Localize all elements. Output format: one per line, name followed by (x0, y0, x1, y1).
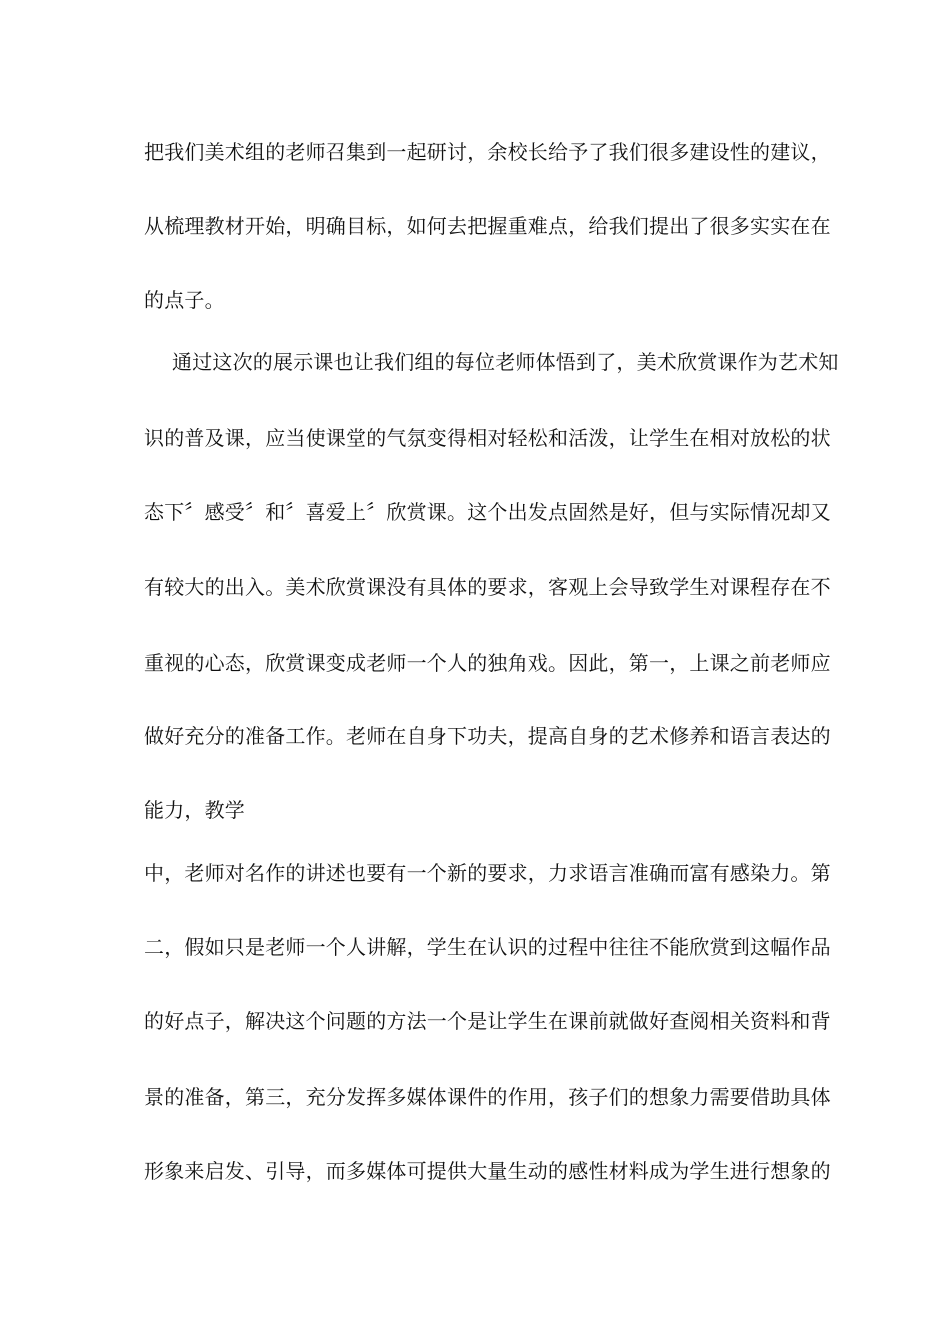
text-line: 从梳理教材开始，明确目标，如何去把握重难点，给我们提出了很多实实在在 (144, 214, 831, 238)
text-line: 做好充分的准备工作。老师在自身下功夫，提高自身的艺术修养和语言表达的 (144, 724, 831, 748)
text-line: 能力，教学 (144, 798, 245, 822)
text-line: 中，老师对名作的讲述也要有一个新的要求，力求语言准确而富有感染力。第 (144, 861, 831, 885)
text-line: 把我们美术组的老师召集到一起研讨，余校长给予了我们很多建设性的建议， (144, 140, 831, 164)
paragraph-first-line: 通过这次的展示课也让我们组的每位老师体悟到了，美术欣赏课作为艺术知 (172, 350, 839, 374)
text-line: 态下〞感受〞和〞喜爱上〞欣赏课。这个出发点固然是好，但与实际情况却又 (144, 500, 831, 524)
text-line: 识的普及课，应当使课堂的气氛变得相对轻松和活泼，让学生在相对放松的状 (144, 426, 831, 450)
text-line: 景的准备，第三，充分发挥多媒体课件的作用，孩子们的想象力需要借助具体 (144, 1085, 831, 1109)
text-line: 有较大的出入。美术欣赏课没有具体的要求，客观上会导致学生对课程存在不 (144, 575, 831, 599)
text-line: 重视的心态，欣赏课变成老师一个人的独角戏。因此，第一，上课之前老师应 (144, 651, 831, 675)
text-line: 的好点子，解决这个问题的方法一个是让学生在课前就做好查阅相关资料和背 (144, 1009, 831, 1033)
text-line: 形象来启发、引导，而多媒体可提供大量生动的感性材料成为学生进行想象的 (144, 1159, 831, 1183)
text-line: 的点子。 (144, 288, 225, 312)
text-line: 二，假如只是老师一个人讲解，学生在认识的过程中往往不能欣赏到这幅作品 (144, 935, 831, 959)
